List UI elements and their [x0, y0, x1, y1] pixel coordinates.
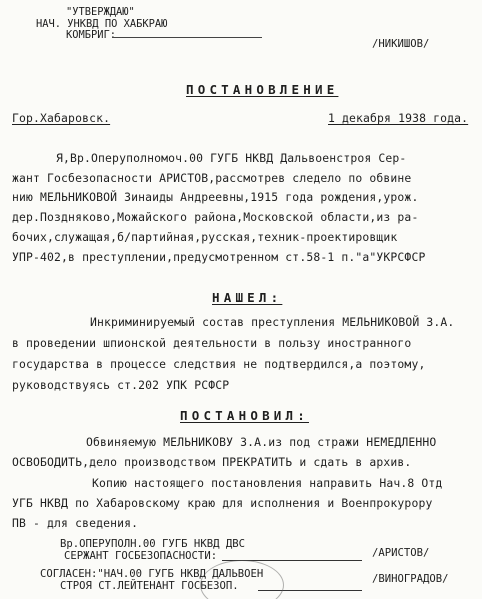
found-line-2: в проведении шпионской деятельности в пользу иностранного [12, 336, 412, 350]
resolved-line-5: ПВ - для сведения. [12, 516, 139, 530]
approval-signature-line [112, 37, 262, 38]
signature-2-line-2: СТРОЯ СТ.ЛЕЙТЕНАНТ ГОСБЕЗОП. [60, 580, 239, 592]
body-line-6: УПР-402,в преступлении,предусмотренном ст.58-1 п."а"УКРСФСР [12, 250, 426, 264]
approval-line-3: КОМБРИГ: [66, 29, 117, 41]
body-line-4: дер.Поздняково,Можайского района,Московской области,из ра- [12, 210, 419, 224]
found-line-3: государства в процессе следствия не подтвердился,а поэтому, [12, 357, 426, 371]
place: Гор.Хабаровск. [12, 111, 111, 125]
signature-1-line-2: СЕРЖАНТ ГОСБЕЗОПАСНОСТИ: [64, 550, 218, 562]
body-line-2: жант Госбезопасности АРИСТОВ,рассмотрев следело по обвине [12, 171, 412, 185]
approval-name: /НИКИШОВ/ [372, 38, 430, 50]
body-line-3: нию МЕЛЬНИКОВОЙ Зинаиды Андреевны,1915 года рождения,урож. [12, 190, 419, 204]
approval-line-2: НАЧ. УНКВД ПО ХАБКРАЮ [36, 17, 168, 30]
body-line-5: бочих,служащая,б/партийная,русская,техник-проектировщик [12, 230, 398, 244]
found-line-1: Инкриминируемый состав преступления МЕЛЬНИКОВОЙ З.А. [90, 315, 455, 329]
signature-1-line-1: Вр.ОПЕРУПОЛН.00 ГУГБ НКВД ДВС [60, 538, 245, 550]
resolved-title: ПОСТАНОВИЛ: [180, 408, 309, 423]
stamp-seal [200, 560, 284, 599]
approval-line-1: "УТВЕРЖДАЮ" [66, 6, 135, 18]
signature-1-name: /АРИСТОВ/ [372, 547, 430, 559]
date: 1 декабря 1938 года. [328, 111, 469, 125]
found-line-4: руководствуясь ст.202 УПК РСФСР [12, 378, 230, 392]
doc-title: ПОСТАНОВЛЕНИЕ [186, 82, 339, 97]
resolved-line-2: ОСВОБОДИТЬ,дело производством ПРЕКРАТИТЬ и сдать в архив. [12, 455, 412, 469]
body-line-1: Я,Вр.Оперуполномоч.00 ГУГБ НКВД Дальвоенстроя Сер- [56, 151, 407, 165]
resolved-line-4: УГБ НКВД по Хабаровскому краю для исполнения и Военпрокурору [12, 496, 433, 510]
signature-2-name: /ВИНОГРАДОВ/ [372, 573, 449, 585]
found-title: НАШЕЛ: [212, 290, 283, 305]
resolved-line-3: Копию настоящего постановления направить Нач.8 Отд [92, 476, 443, 490]
resolved-line-1: Обвиняемую МЕЛЬНИКОВУ З.А.из под стражи НЕМЕДЛЕННО [86, 435, 437, 449]
signature-2-line-1: СОГЛАСЕН:"НАЧ.00 ГУГБ НКВД ДАЛЬВОЕН [40, 568, 264, 580]
